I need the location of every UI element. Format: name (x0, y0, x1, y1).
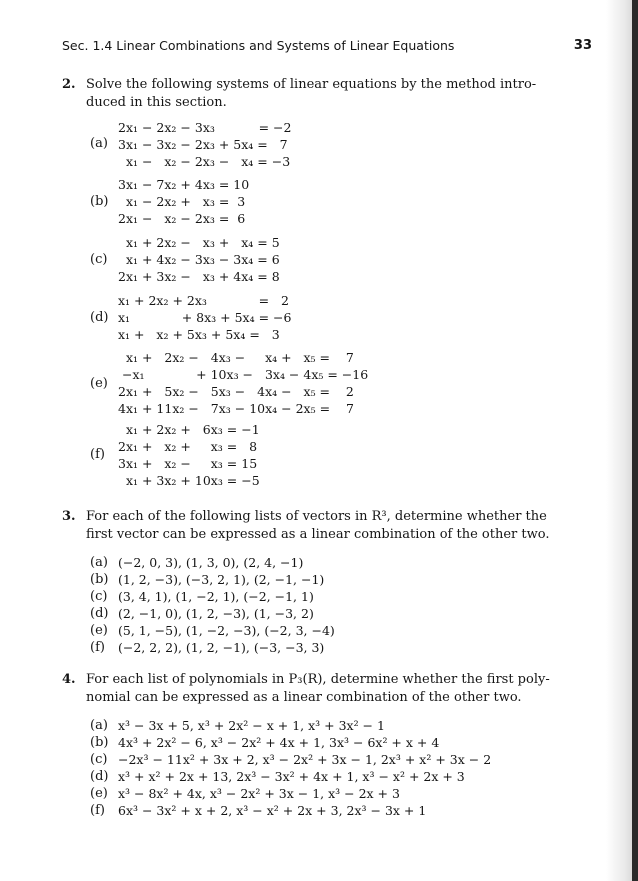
equation: 2x₁ + x₂ + x₃ = 8 (118, 439, 258, 454)
equation: 2x₁ + 3x₂ − x₃ + 4x₄ = 8 (118, 269, 280, 284)
polynomial-list: x³ − 8x² + 4x, x³ − 2x² + 3x − 1, x³ − 2x + 3 (118, 786, 400, 801)
equation: x₁ − 2x₂ + x₃ = 3 (118, 194, 246, 209)
vector-list: (3, 4, 1), (1, −2, 1), (−2, −1, 1) (118, 589, 314, 604)
polynomial-list: −2x³ − 11x² + 3x + 2, x³ − 2x² + 3x − 1, 2x³ + x² + 3x − 2 (118, 752, 492, 767)
problem-text-line: For each of the following lists of vectors in R³, determine whether the (86, 509, 547, 524)
system-label: (b) (90, 194, 109, 209)
problem-text-line: first vector can be expressed as a linear combination of the other two. (86, 527, 550, 542)
vector-list: (−2, 2, 2), (1, 2, −1), (−3, −3, 3) (118, 640, 325, 655)
equation: x₁ + 3x₂ + 10x₃ = −5 (118, 473, 260, 488)
item-label: (d) (90, 606, 109, 621)
system-label: (e) (90, 376, 108, 391)
equation: x₁ + 2x₂ − 4x₃ − x₄ + x₅ = 7 (118, 350, 354, 365)
equation: x₁ + 4x₂ − 3x₃ − 3x₄ = 6 (118, 252, 280, 267)
item-label: (c) (90, 752, 108, 767)
polynomial-list: x³ + x² + 2x + 13, 2x³ − 3x² + 4x + 1, x³ − x² + 2x + 3 (118, 769, 465, 784)
equation: 2x₁ + 5x₂ − 5x₃ − 4x₄ − x₅ = 2 (118, 384, 354, 399)
equation: x₁ + 2x₂ + 6x₃ = −1 (118, 422, 260, 437)
page-number: 33 (573, 38, 592, 53)
problem-text-line: Solve the following systems of linear equations by the method intro- (86, 77, 537, 92)
equation: −x₁ + 10x₃ − 3x₄ − 4x₅ = −16 (118, 367, 369, 382)
vector-list: (1, 2, −3), (−3, 2, 1), (2, −1, −1) (118, 572, 325, 587)
equation: 3x₁ − 3x₂ − 2x₃ + 5x₄ = 7 (118, 137, 288, 152)
section-title: Sec. 1.4 Linear Combinations and Systems of Linear Equations (62, 38, 455, 53)
equation: 2x₁ − 2x₂ − 3x₃ = −2 (118, 120, 292, 135)
polynomial-list: x³ − 3x + 5, x³ + 2x² − x + 1, x³ + 3x² − 1 (118, 718, 385, 733)
equation: x₁ + 8x₃ + 5x₄ = −6 (118, 310, 292, 325)
item-label: (c) (90, 589, 108, 604)
item-label: (e) (90, 786, 108, 801)
equation: x₁ − x₂ − 2x₃ − x₄ = −3 (118, 154, 291, 169)
system-label: (a) (90, 136, 108, 151)
polynomial-list: 4x³ + 2x² − 6, x³ − 2x² + 4x + 1, 3x³ − 6x² + x + 4 (118, 735, 440, 750)
running-header (62, 38, 592, 56)
item-label: (d) (90, 769, 109, 784)
system-label: (d) (90, 310, 109, 325)
equation: 3x₁ + x₂ − x₃ = 15 (118, 456, 258, 471)
item-label: (b) (90, 735, 109, 750)
problem-text-line: For each list of polynomials in P₃(R), determine whether the first poly- (86, 672, 550, 687)
polynomial-list: 6x³ − 3x² + x + 2, x³ − x² + 2x + 3, 2x³ − 3x + 1 (118, 803, 427, 818)
item-label: (f) (90, 640, 105, 655)
item-label: (f) (90, 803, 105, 818)
equation: 2x₁ − x₂ − 2x₃ = 6 (118, 211, 246, 226)
vector-list: (2, −1, 0), (1, 2, −3), (1, −3, 2) (118, 606, 314, 621)
system-label: (c) (90, 252, 108, 267)
problem-number: 2. (62, 77, 76, 92)
page-edge-shadow (632, 0, 638, 881)
equation: 3x₁ − 7x₂ + 4x₃ = 10 (118, 177, 250, 192)
problem-text-line: duced in this section. (86, 95, 227, 110)
equation: x₁ + 2x₂ + 2x₃ = 2 (118, 293, 289, 308)
problem-text-line: nomial can be expressed as a linear combination of the other two. (86, 690, 522, 705)
item-label: (a) (90, 555, 108, 570)
item-label: (b) (90, 572, 109, 587)
equation: x₁ + 2x₂ − x₃ + x₄ = 5 (118, 235, 280, 250)
equation: 4x₁ + 11x₂ − 7x₃ − 10x₄ − 2x₅ = 7 (118, 401, 354, 416)
equation: x₁ + x₂ + 5x₃ + 5x₄ = 3 (118, 327, 280, 342)
item-label: (a) (90, 718, 108, 733)
item-label: (e) (90, 623, 108, 638)
vector-list: (−2, 0, 3), (1, 3, 0), (2, 4, −1) (118, 555, 304, 570)
problem-number: 3. (62, 509, 76, 524)
system-label: (f) (90, 447, 105, 462)
vector-list: (5, 1, −5), (1, −2, −3), (−2, 3, −4) (118, 623, 335, 638)
problem-number: 4. (62, 672, 76, 687)
